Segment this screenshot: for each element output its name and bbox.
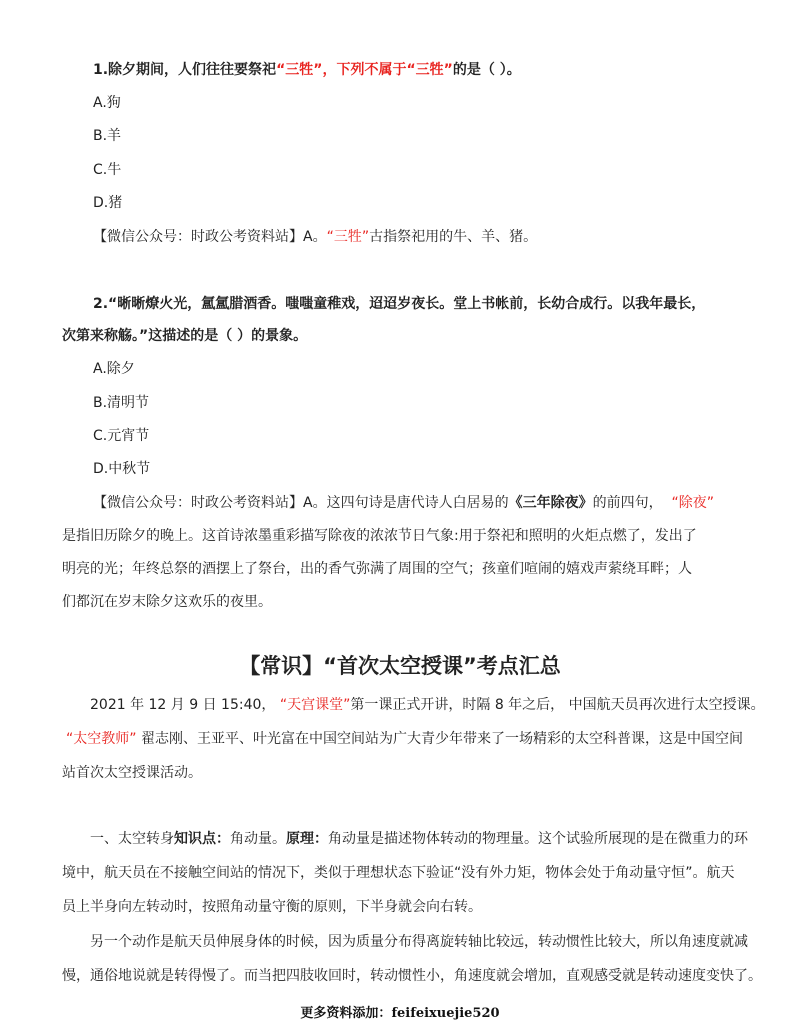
q1-answer: 【微信公众号：时政公考资料站】A。“三牲”古指祭祀用的牛、羊、猪。 <box>93 229 538 245</box>
q1-option-a: A.狗 <box>93 95 121 111</box>
q1-stem-highlight: “三牲”，下列不属于“三牲” <box>276 62 453 78</box>
q1-option-c: C.牛 <box>93 162 122 178</box>
q2-option-a: A.除夕 <box>93 361 135 377</box>
knowledge-point-2-line1: 另一个动作是航天员伸展身体的时候，因为质量分布得离旋转轴比较远，转动惯性比较大，所以角速度就减 <box>90 934 748 950</box>
q1-stem: 1.除夕期间，人们往往要祭祀“三牲”，下列不属于“三牲”的是（ ）。 <box>93 62 521 78</box>
knowledge-point-1-line3: 员上半身向左转动时，按照角动量守衡的原则，下半身就会向右转。 <box>62 899 482 915</box>
footer-contact: 更多资料添加：feifeixuejie520 <box>300 1006 500 1021</box>
section-intro-line3: 站首次太空授课活动。 <box>62 765 202 781</box>
footer-handle: feifeixuejie520 <box>391 1006 500 1021</box>
q2-answer-line1: 【微信公众号：时政公考资料站】A。这四句诗是唐代诗人白居易的《三年除夜》的前四句， “除夜” <box>93 495 714 511</box>
knowledge-point-2-line2: 慢，通俗地说就是转得慢了。而当把四肢收回时，转动惯性小，角速度就会增加，直观感受就是转动速度变快了。 <box>62 968 762 984</box>
q2-option-b: B.清明节 <box>93 395 150 411</box>
q2-answer-line4: 们都沉在岁末除夕这欢乐的夜里。 <box>62 594 272 610</box>
section-intro-line2: “太空教师” 翟志刚、王亚平、叶光富在中国空间站为广大青少年带来了一场精彩的太空科普课，这是中国空间 <box>66 731 743 747</box>
q1-option-b: B.羊 <box>93 128 122 144</box>
knowledge-point-1-line1: 一、太空转身知识点：角动量。原理：角动量是描述物体转动的物理量。这个试验所展现的是在微重力的环 <box>90 831 748 847</box>
q2-answer-line3: 明亮的光；年终总祭的酒摆上了祭台，出的香气弥满了周围的空气；孩童们喧闹的嬉戏声萦绕耳畔；人 <box>62 561 692 577</box>
q2-stem-line1: 2.“晰晰燎火光，氲氲腊酒香。嗤嗤童稚戏，迢迢岁夜长。堂上书帐前，长幼合成行。以我年最长， <box>93 296 706 312</box>
section-intro-line1: 2021 年 12 月 9 日 15:40， “天宫课堂”第一课正式开讲，时隔 8 年之后， 中国航天员再次进行太空授课。 <box>90 697 765 713</box>
q1-option-d: D.猪 <box>93 195 123 211</box>
q2-option-c: C.元宵节 <box>93 428 150 444</box>
q2-option-d: D.中秋节 <box>93 461 151 477</box>
knowledge-point-1-line2: 境中，航天员在不接触空间站的情况下，类似于理想状态下验证“没有外力矩，物体会处于角动量守恒”。航天 <box>62 865 735 881</box>
section-heading: 【常识】“首次太空授课”考点汇总 <box>239 654 561 678</box>
q2-stem-line2: 次第来称觞。”这描述的是（ ）的景象。 <box>62 328 308 344</box>
q2-answer-line2: 是指旧历除夕的晚上。这首诗浓墨重彩描写除夜的浓浓节日气象:用于祭祀和照明的火炬点燃了，发出了 <box>62 528 697 544</box>
